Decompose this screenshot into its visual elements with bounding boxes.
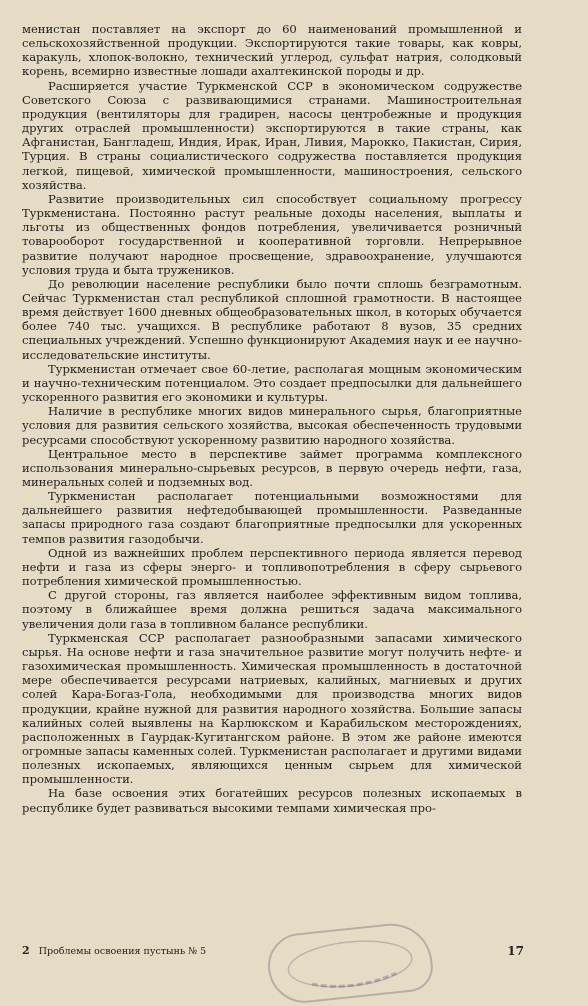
paragraph-6: Наличие в республике многих видов минерального сырья, благоприятные условия для развития сельского хозяйства, высокая обеспеченность трудовыми ресурсами способствуют ускоренному развитию народного хозяйства.	[22, 404, 522, 447]
paragraph-11: Туркменская ССР располагает разнообразными запасами химического сырья. На основе нефти и газа значительное развитие могут получить нефте- и газохимическая промышленность. Химическая промышленность в достаточной мере обеспечивается ресурсами натриевых, калийных, магниевых и других солей Кара-Богаз-Гола, необходимыми для производства многих видов продукции, крайне нужной для развития народного хозяйства. Большие запасы калийных солей выявлены на Карлюкском и Карабильском месторождениях, расположенных в Гаурдак-Кугитангском районе. В этом же районе имеются огромные запасы каменных солей. Туркменистан располагает и другими видами полезных ископаемых, являющихся ценным сырьем для химической промышленности.	[22, 630, 522, 787]
paragraph-9: Одной из важнейших проблем перспективного периода является перевод нефти и газа из сферы энерго- и топливопотребления в сферу сырьевого потребления химической промышленностью.	[22, 545, 522, 589]
paragraph-1: менистан поставляет на экспорт до 60 наименований промышленной и сельскохозяйственной продукции. Экспортируются такие товары, как ковры, каракуль, хлопок-волокно, технический углерод, сульфат натрия, солодковый корень, всемирно известные лошади ахалтекинской породы и др.	[22, 22, 522, 79]
paragraph-4: До революции население республики было почти сплошь безграмотным. Сейчас Туркменистан стал республикой сплошной грамотности. В настоящее время действует 1600 дневных общеобразовательных школ, в которых обучается более 740 тыс. учащихся. В республике работают 8 вузов, 35 средних специальных учреждений. Успешно функционируют Академия наук и ее научно-исследовательские институты.	[22, 276, 522, 362]
body-text	[22, 22, 522, 815]
paragraph-7: Центральное место в перспективе займет программа комплексного использования минерально-сырьевых ресурсов, в первую очередь нефти, газа, минеральных солей и подземных вод.	[22, 446, 522, 489]
page-number: 17	[507, 944, 524, 958]
paragraph-5: Туркменистан отмечает свое 60-летие, располагая мощным экономическим и научно-техническим потенциалом. Это создает предпосылки для дальнейшего ускоренного развития его экономики и культуры.	[22, 361, 522, 405]
stamp-graphic	[267, 922, 433, 1004]
footer-left	[22, 944, 206, 958]
paragraph-2: Расширяется участие Туркменской ССР в экономическом содружестве Советского Союза с развивающимися странами. Машиностроительная продукция (вентиляторы для градирен, насосы центробежные и продукция других отраслей промышленности) экспортируются в такие страны, как Афганистан, Бангладеш, Индия, Ирак, Иран, Ливия, Марокко, Пакистан, Сирия, Турция. В страны социалистического содружества поставляется продукция легкой, пищевой, химической промышленности, машиностроения, сельского хозяйства.	[22, 78, 522, 192]
paragraph-10: С другой стороны, газ является наиболее эффективным видом топлива, поэтому в ближайшее время должна решиться задача максимального увеличения доли газа в топливном балансе республики.	[22, 588, 522, 631]
paragraph-12: На базе освоения этих богатейших ресурсов полезных ископаемых в республике будет развиваться высокими темпами химическая про-	[22, 786, 522, 815]
document-page	[22, 22, 522, 972]
paragraph-8: Туркменистан располагает потенциальными возможностями для дальнейшего развития нефтедобывающей промышленности. Разведанные запасы природного газа создают благоприятные предпосылки для ускоренных темпов развития газодобычи.	[22, 489, 522, 546]
journal-title: Проблемы освоения пустынь № 5	[38, 946, 207, 957]
paragraph-3: Развитие производительных сил способствует социальному прогрессу Туркменистана. Постоянно растут реальные доходы населения, выплаты и льготы из общественных фондов потребления, увеличивается розничный товарооборот государственной и кооперативной торговли. Непрерывное развитие получают народное просвещение, здравоохранение, улучшаются условия труда и быта тружеников.	[22, 191, 522, 277]
signature-mark: 2	[22, 944, 30, 957]
